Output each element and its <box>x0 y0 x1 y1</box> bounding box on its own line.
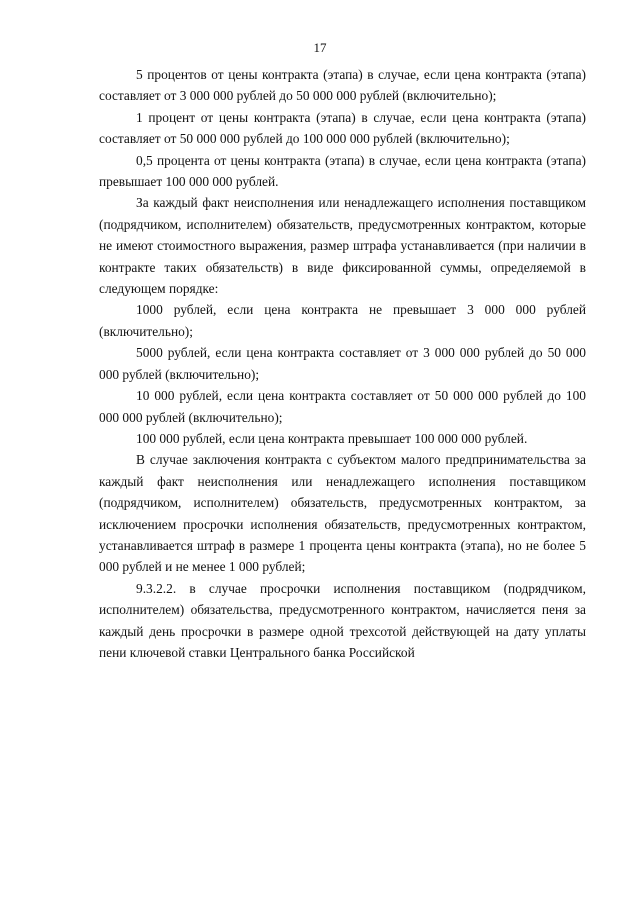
paragraph: 5 процентов от цены контракта (этапа) в случае, если цена контракта (этапа) составляет от 3 000 000 рублей до 50 000 000 рублей (включительно); <box>99 67 586 104</box>
paragraph: 9.3.2.2. в случае просрочки исполнения поставщиком (подрядчиком, исполнителем) обязательства, предусмотренного контрактом, начисляется пеня за каждый день просрочки в размере одной трехсотой действующей на дату уплаты пени ключевой ставки Центрального банка Российской <box>99 580 586 660</box>
paragraph: 0,5 процента от цены контракта (этапа) в случае, если цена контракта (этапа) превышает 100 000 000 рублей. <box>99 152 586 190</box>
document-body <box>99 64 586 663</box>
paragraph: 10 000 рублей, если цена контракта составляет от 50 000 000 рублей до 100 000 000 рублей (включительно); <box>99 388 586 425</box>
page-number: 17 <box>313 40 327 55</box>
paragraph: 1000 рублей, если цена контракта не превышает 3 000 000 рублей (включительно); <box>99 302 586 339</box>
paragraph: 5000 рублей, если цена контракта составляет от 3 000 000 рублей до 50 000 000 рублей (включительно); <box>99 345 586 382</box>
paragraph: 1 процент от цены контракта (этапа) в случае, если цена контракта (этапа) составляет от 50 000 000 рублей до 100 000 000 рублей (включительно); <box>99 109 586 147</box>
paragraph: В случае заключения контракта с субъектом малого предпринимательства за каждый факт неисполнения или ненадлежащего исполнения поставщиком (подрядчиком, исполнителем) обязательств, предусмотренных контрактом, за исключением просрочки исполнения обязательств, предусмотренных контрактом, устанавливается штраф в размере 1 процента цены контракта (этапа), но не более 5 000 рублей и не менее 1 000 рублей; <box>99 452 586 575</box>
paragraph: За каждый факт неисполнения или ненадлежащего исполнения поставщиком (подрядчиком, исполнителем) обязательств, предусмотренных контрактом, которые не имеют стоимостного выражения, размер штрафа устанавливается (при наличии в контракте таких обязательств) в виде фиксированной суммы, определяемой в следующем порядке: <box>99 195 586 297</box>
paragraph: 100 000 рублей, если цена контракта превышает 100 000 000 рублей. <box>136 430 528 446</box>
